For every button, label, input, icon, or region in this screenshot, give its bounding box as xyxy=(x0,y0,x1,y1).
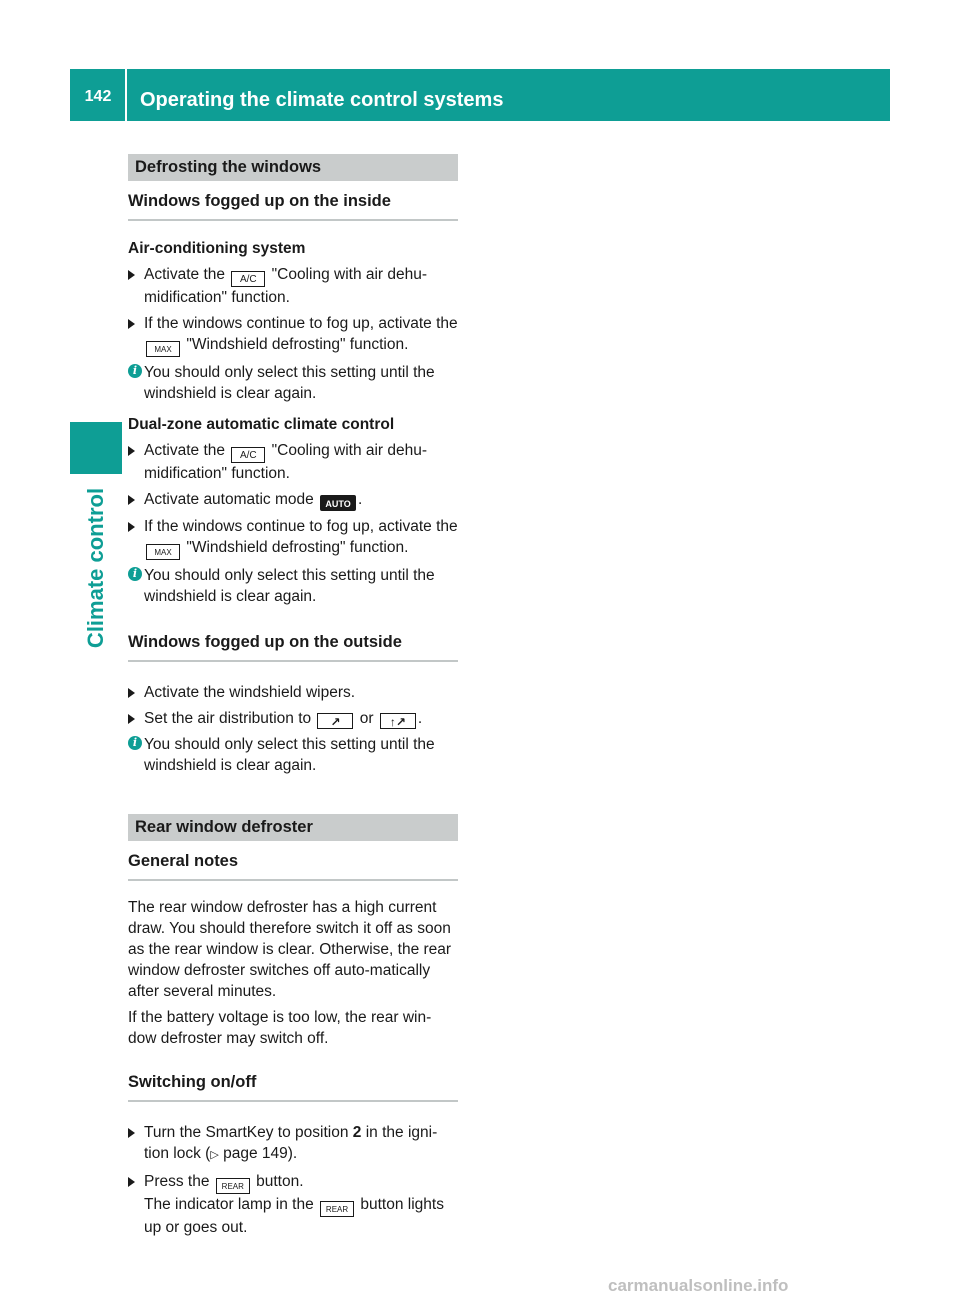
heading-fogged-outside: Windows fogged up on the outside xyxy=(128,621,458,662)
step-dual-cooling: Activate the A/C "Cooling with air dehu-midification" function. xyxy=(128,440,458,484)
info-icon: i xyxy=(128,567,142,581)
step-arrow-icon xyxy=(128,1128,135,1138)
section-title-defrosting: Defrosting the windows xyxy=(128,154,458,181)
step-dual-auto: Activate automatic mode AUTO . xyxy=(128,489,458,511)
paragraph-battery: If the battery voltage is too low, the rear win-dow defroster may switch off. xyxy=(128,1009,432,1047)
page-title: Operating the climate control systems xyxy=(140,89,504,111)
step-dual-defrost: If the windows continue to fog up, activate the MAX "Windshield defrosting" function. xyxy=(128,516,458,560)
step-arrow-icon xyxy=(128,319,135,329)
step-press-rear: Press the REAR button. The indicator lamp in the REAR button lights up or goes out. xyxy=(128,1171,458,1238)
main-column xyxy=(128,154,458,1238)
note-outside: i You should only select this setting until the windshield is clear again. xyxy=(128,734,458,776)
rear-defrost-icon: REAR xyxy=(320,1201,354,1217)
step-arrow-icon xyxy=(128,714,135,724)
air-distribution-windshield-icon: ↗ xyxy=(317,713,353,729)
step-wipers: Activate the windshield wipers. xyxy=(128,682,458,703)
info-icon: i xyxy=(128,736,142,750)
step-arrow-icon xyxy=(128,270,135,280)
step-arrow-icon xyxy=(128,688,135,698)
page-number: 142 xyxy=(84,88,112,105)
step-air-distribution: Set the air distribution to ↗ or ↑↗ . xyxy=(128,708,458,729)
ac-button-icon: A/C xyxy=(231,447,265,463)
section-title-rear-defroster: Rear window defroster xyxy=(128,814,458,841)
step-arrow-icon xyxy=(128,446,135,456)
step-ac-cooling: Activate the A/C "Cooling with air dehu-midification" function. xyxy=(128,264,458,308)
air-distribution-windshield-footwell-icon: ↑↗ xyxy=(380,713,416,729)
rear-defrost-icon: REAR xyxy=(216,1178,250,1194)
heading-switching: Switching on/off xyxy=(128,1061,458,1102)
heading-dual-zone: Dual-zone automatic climate control xyxy=(128,416,395,433)
heading-fogged-inside: Windows fogged up on the inside xyxy=(128,181,458,221)
windshield-defrost-icon: MAX xyxy=(146,544,180,560)
page-reference-link[interactable]: page 149). xyxy=(223,1145,298,1162)
footer-watermark: carmanualsonline.info xyxy=(608,1276,789,1295)
ac-button-icon: A/C xyxy=(231,271,265,287)
step-smartkey: Turn the SmartKey to position 2 in the igni-tion lock (▷ page 149). xyxy=(128,1122,458,1166)
step-ac-defrost: If the windows continue to fog up, activate the MAX "Windshield defrosting" function. xyxy=(128,313,458,357)
step-arrow-icon xyxy=(128,522,135,532)
header-divider xyxy=(125,69,127,121)
note-ac: i You should only select this setting until the windshield is clear again. xyxy=(128,362,458,404)
heading-general-notes: General notes xyxy=(128,841,458,881)
side-tab-marker xyxy=(70,422,122,474)
page-ref-arrow-icon: ▷ xyxy=(210,1149,219,1161)
info-icon: i xyxy=(128,364,142,378)
windshield-defrost-icon: MAX xyxy=(146,341,180,357)
side-tab-label: Climate control xyxy=(83,487,108,649)
note-dual-zone: i You should only select this setting until the windshield is clear again. xyxy=(128,565,458,607)
step-arrow-icon xyxy=(128,1177,135,1187)
step-arrow-icon xyxy=(128,495,135,505)
paragraph-current-draw: The rear window defroster has a high current draw. You should therefore switch it off as soon as the rear window is clear. Otherwise, the rear window defroster switches off auto-matically after several minutes. xyxy=(128,899,452,1000)
auto-button-icon: AUTO xyxy=(320,495,356,511)
heading-ac-system: Air-conditioning system xyxy=(128,240,306,257)
